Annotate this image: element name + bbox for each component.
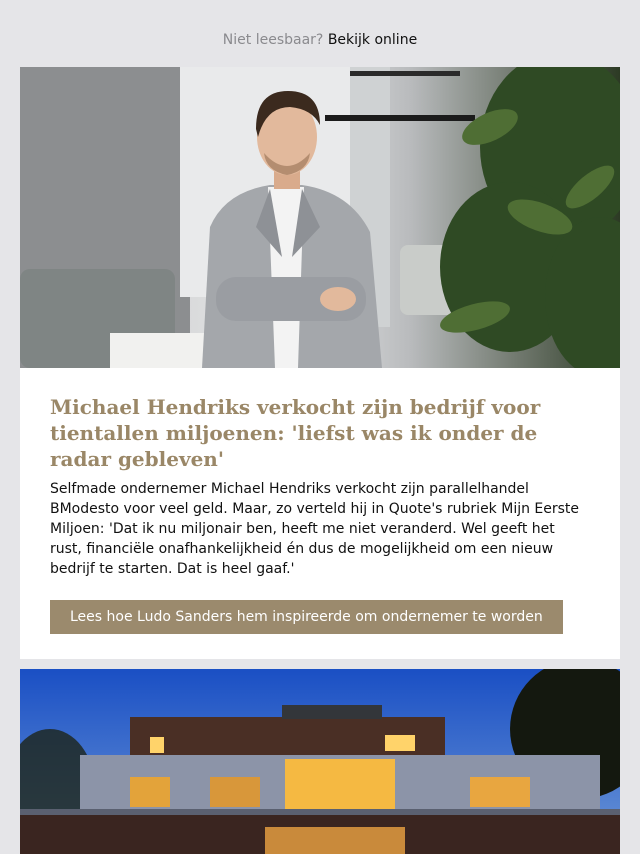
article-body [20,368,620,634]
second-article-card [20,669,620,854]
read-more-button[interactable]: Lees hoe Ludo Sanders hem inspireerde om ondernemer te worden [50,600,563,634]
top-bar [0,0,640,67]
unreadable-text: Niet leesbaar? [222,32,324,48]
hero-illustration [20,67,620,368]
view-online-link[interactable]: Bekijk online [327,32,418,48]
article-card [20,67,620,659]
villa-photo[interactable] [20,669,620,854]
article-summary: Selfmade ondernemer Michael Hendriks verkocht zijn parallelhandel BModesto voor veel geld. Maar, zo verteld hij in Quote's rubriek Mijn Eerste Miljoen: 'Dat ik nu miljonair ben, heeft me niet veranderd. Wel geeft het rust, financiële onafhankelijkheid én dus de mogelijkheid om een nieuw bedrijf te starten. Dat is heel gaaf.' [50,481,580,577]
article-headline[interactable]: Michael Hendriks verkocht zijn bedrijf voor tientallen miljoenen: 'liefst was ik onder de radar gebleven' [50,395,541,471]
hero-photo [20,67,620,368]
